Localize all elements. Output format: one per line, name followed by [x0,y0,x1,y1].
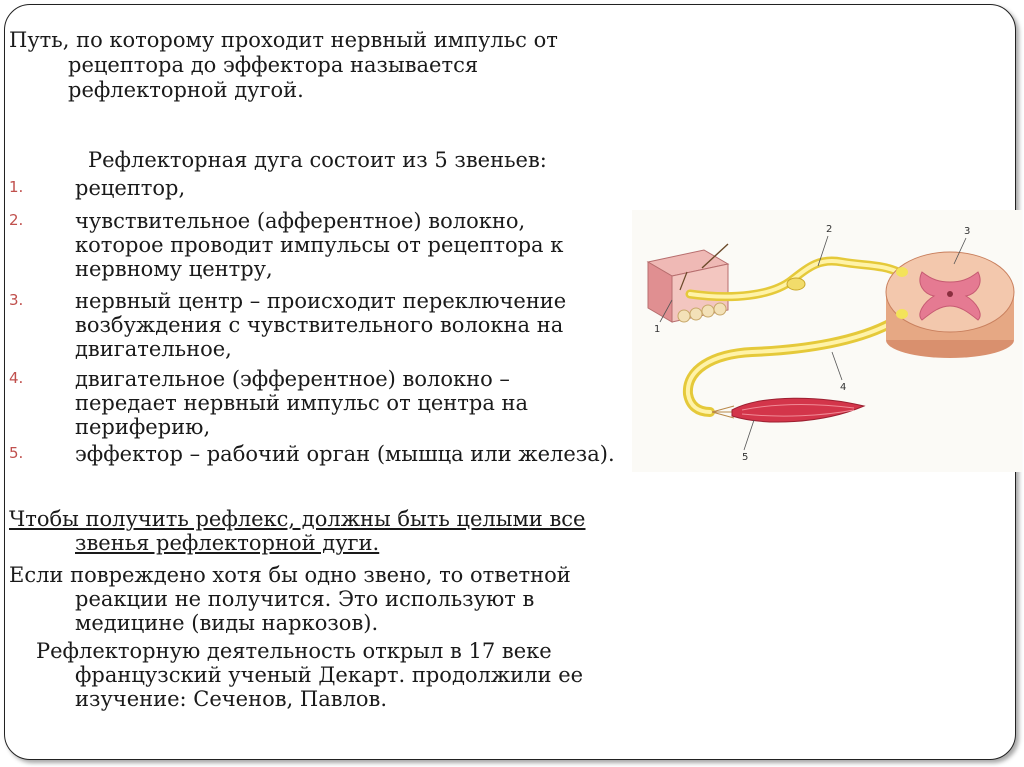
list-number-3: 3. [9,291,24,309]
list-item-2-line-2: которое проводит импульсы от рецептора к [75,233,564,257]
damage-line-1: Если повреждено хотя бы одно звено, то ответной [9,563,571,587]
definition-line-2: рецептора до эффектора называется [68,53,479,77]
history-line-2: французский ученый Декарт. продолжили ее [75,663,584,687]
list-item-4-line-3: периферию, [75,415,211,439]
list-number-5: 5. [9,444,24,462]
reflex-arc-diagram [632,210,1022,472]
diagram-label-1: 1 [654,324,661,335]
diagram-label-4: 4 [840,382,847,393]
integrity-line-1: Чтобы получить рефлекс, должны быть целыми все [9,507,586,531]
list-item-1-line-1: рецептор, [75,176,186,200]
list-item-4-line-2: передает нервный импульс от центра на [75,391,529,415]
list-item-4-line-1: двигательное (эфферентное) волокно – [75,367,510,391]
history-line-1: Рефлекторную деятельность открыл в 17 веке [36,639,552,663]
definition-line-3: рефлекторной дугой. [68,78,304,102]
list-item-3-line-1: нервный центр – происходит переключение [75,289,567,313]
damage-line-3: медицине (виды наркозов). [75,611,379,635]
list-item-2-line-1: чувствительное (афферентное) волокно, [75,209,526,233]
diagram-label-2: 2 [826,224,833,235]
list-number-4: 4. [9,369,24,387]
diagram-label-5: 5 [742,452,749,463]
damage-line-2: реакции не получится. Это используют в [75,587,535,611]
diagram-label-3: 3 [964,226,971,237]
list-number-2: 2. [9,211,24,229]
list-item-2-line-3: нервному центру, [75,257,273,281]
definition-line-1: Путь, по которому проходит нервный импульс от [9,28,558,52]
spinal-cord-illustration [886,252,1014,358]
integrity-line-2: звенья рефлекторной дуги. [75,531,380,555]
list-item-3-line-3: двигательное, [75,337,232,361]
history-line-3: изучение: Сеченов, Павлов. [75,687,388,711]
list-number-1: 1. [9,178,24,196]
arc-intro: Рефлекторная дуга состоит из 5 звеньев: [88,148,547,172]
list-item-3-line-2: возбуждения с чувствительного волокна на [75,313,564,337]
list-item-5-line-1: эффектор – рабочий орган (мышца или железа). [75,442,615,466]
